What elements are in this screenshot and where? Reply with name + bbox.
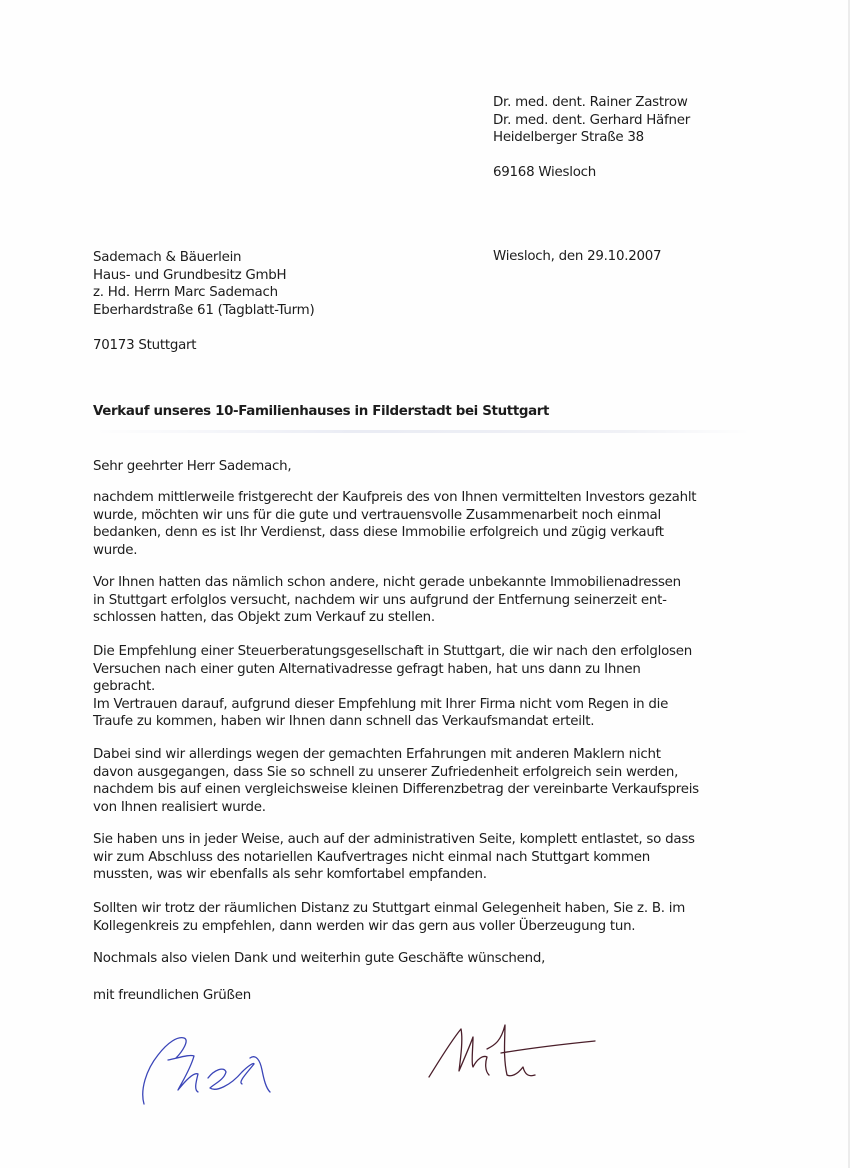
text-line: Nochmals also vielen Dank und weiterhin gute Geschäfte wünschend, xyxy=(93,951,546,966)
closing-text: mit freundlichen Grüßen xyxy=(93,988,251,1003)
text-line: davon ausgegangen, dass Sie so schnell zu unserer Zufriedenheit erfolgreich sein werden, xyxy=(93,764,679,780)
text-line: Sollten wir trotz der räumlichen Distanz zu Stuttgart einmal Gelegenheit haben, Sie z. B. im xyxy=(93,901,686,916)
paragraph-4 xyxy=(93,746,699,816)
text-line: gebracht. xyxy=(93,679,156,695)
recipient-line: Sademach & Bäuerlein xyxy=(93,250,242,265)
sender-line: Heidelberger Straße 38 xyxy=(493,130,644,146)
text-line: wurde. xyxy=(93,542,138,558)
text-line: schlossen hatten, das Objekt zum Verkauf zu stellen. xyxy=(93,610,435,626)
text-line: nachdem bis auf einen vergleichsweise kleinen Differenzbetrag der vereinbarte Verkaufspreis xyxy=(93,782,699,798)
text-line: Dabei sind wir allerdings wegen der gemachten Erfahrungen mit anderen Maklern nicht xyxy=(93,747,661,762)
recipient-line: z. Hd. Herrn Marc Sademach xyxy=(93,285,278,301)
salutation-text: Sehr geehrter Herr Sademach, xyxy=(93,459,292,474)
closing xyxy=(93,987,251,1005)
text-line: Vor Ihnen hatten das nämlich schon andere, nicht gerade unbekannte Immobilienadressen xyxy=(93,575,681,590)
salutation xyxy=(93,458,291,476)
text-line: von Ihnen realisiert wurde. xyxy=(93,799,266,815)
paragraph-2 xyxy=(93,574,681,627)
paragraph-6 xyxy=(93,900,685,935)
scan-artifact xyxy=(92,430,752,433)
text-line: mussten, was wir ebenfalls als sehr komfortabel empfanden. xyxy=(93,867,487,883)
text-line: wurde, möchten wir uns für die gute und vertrauensvolle Zusammenarbeit noch einmal xyxy=(93,507,661,523)
sender-city: 69168 Wiesloch xyxy=(493,165,596,181)
paragraph-7 xyxy=(93,950,545,968)
recipient-city: 70173 Stuttgart xyxy=(93,337,197,353)
paragraph-5 xyxy=(93,831,695,884)
text-line: bedanken, denn es ist Ihr Verdienst, dass diese Immobilie erfolgreich und zügig verkauft xyxy=(93,525,664,541)
text-line: Sie haben uns in jeder Weise, auch auf der administrativen Seite, komplett entlastet, so dass xyxy=(93,832,695,847)
signature-2-stroke xyxy=(429,1025,595,1077)
text-line: wir zum Abschluss des notariellen Kaufvertrages nicht einmal nach Stuttgart kommen xyxy=(93,849,650,865)
text-line: Traufe zu kommen, haben wir Ihnen dann schnell das Verkaufsmandat erteilt. xyxy=(93,714,595,730)
recipient-line: Haus- und Grundbesitz GmbH xyxy=(93,267,287,283)
sender-address xyxy=(493,94,690,182)
date-line xyxy=(493,248,661,266)
text-line: nachdem mittlerweile fristgerecht der Kaufpreis des von Ihnen vermittelten Investors gezahlt xyxy=(93,490,697,505)
text-line: Im Vertrauen darauf, aufgrund dieser Empfehlung mit Ihrer Firma nicht vom Regen in die xyxy=(93,696,669,712)
signature-2 xyxy=(425,1005,600,1095)
date-text: Wiesloch, den 29.10.2007 xyxy=(493,249,662,264)
sender-line: Dr. med. dent. Rainer Zastrow xyxy=(493,95,688,110)
recipient-line: Eberhardstraße 61 (Tagblatt-Turm) xyxy=(93,302,315,318)
paragraph-3 xyxy=(93,643,692,731)
signature-1-stroke xyxy=(143,1038,270,1104)
text-line: in Stuttgart erfolglos versucht, nachdem wir uns aufgrund der Entfernung seinerzeit ent- xyxy=(93,592,667,608)
text-line: Versuchen nach einer guten Alternativadresse gefragt haben, hat uns dann zu Ihnen xyxy=(93,661,641,677)
paragraph-1 xyxy=(93,489,696,559)
subject-line xyxy=(93,403,549,421)
recipient-address xyxy=(93,249,314,355)
text-line: Kollegenkreis zu empfehlen, dann werden wir das gern aus voller Überzeugung tun. xyxy=(93,918,636,934)
signature-1 xyxy=(138,1020,328,1110)
text-line: Die Empfehlung einer Steuerberatungsgesellschaft in Stuttgart, die wir nach den erfolglosen xyxy=(93,644,692,659)
subject-text: Verkauf unseres 10-Familienhauses in Filderstadt bei Stuttgart xyxy=(93,404,550,419)
sender-line: Dr. med. dent. Gerhard Häfner xyxy=(493,112,690,128)
